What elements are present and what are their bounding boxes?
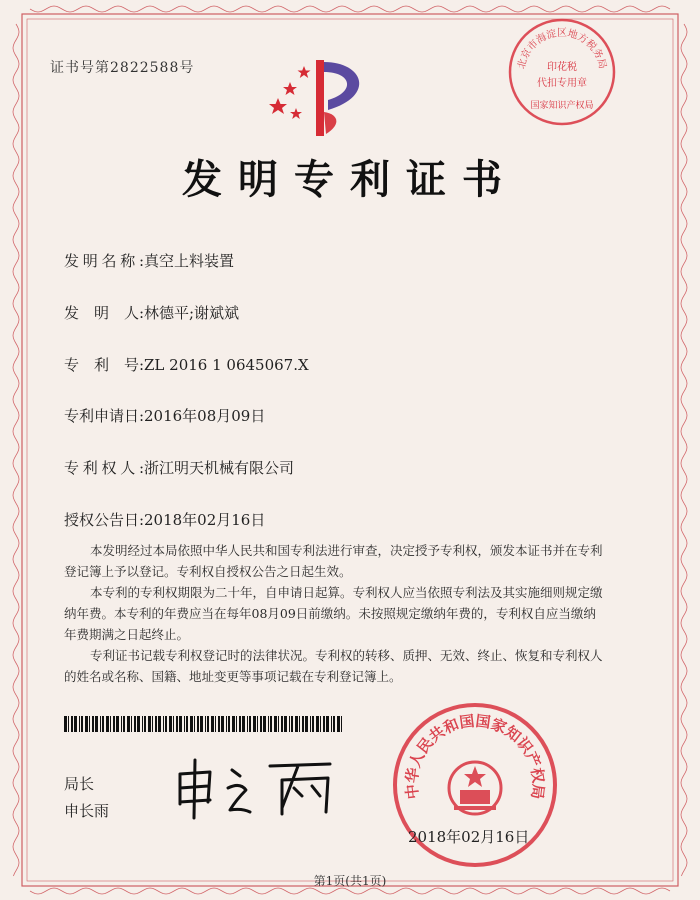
field-value: 浙江明天机械有限公司 [144, 459, 295, 477]
field-label: 专 利 号: [64, 356, 145, 374]
field-inventor [64, 302, 239, 323]
field-value: 2018年02月16日 [144, 511, 266, 529]
field-patent-number [64, 354, 309, 375]
paragraph-term: 本专利的专利权期限为二十年，自申请日起算。专利权人应当依照专利法及其实施细则规定缴纳年费。本专利的年费应当在每年08月09日前缴纳。未按照规定缴纳年费的，专利权自应当缴纳年费期满之日起终止。 [64, 585, 603, 642]
stamp-line3-text: 国家知识产权局 [530, 101, 594, 111]
paragraph-grant: 本发明经过本局依照中华人民共和国专利法进行审查，决定授予专利权，颁发本证书并在专利登记簿上予以登记。专利权自授权公告之日起生效。 [64, 543, 603, 579]
field-label: 授权公告日: [64, 511, 145, 529]
signer-title: 局长 [64, 775, 95, 793]
seal-arc-text: 中华人民共和国国家知识产权局 [402, 711, 548, 801]
field-grant-date [64, 509, 265, 530]
field-value: 2016年08月09日 [144, 407, 266, 425]
stamp-arc-text: 北京市海淀区地方税务局 [516, 28, 608, 71]
page-number: 第1页(共1页) [313, 874, 387, 888]
stamp-inner-text: 印花税 [547, 62, 577, 73]
cnipa-logo-icon [268, 52, 380, 142]
field-label: 发明名称: [64, 252, 144, 270]
field-patentee [64, 457, 294, 478]
seal-date: 2018年02月16日 [408, 828, 530, 846]
field-label: 专利申请日: [64, 407, 145, 425]
field-value: 真空上料装置 [144, 252, 235, 270]
field-label: 发 明 人: [64, 304, 145, 322]
barcode-icon [64, 716, 346, 732]
certificate-number: 证书号第2822588号 [50, 60, 195, 76]
page-title: 发明专利证书 [182, 156, 518, 203]
tax-stamp-icon [502, 12, 622, 132]
stamp-line2-text: 代扣专用章 [537, 78, 587, 89]
signer-name: 申长雨 [64, 802, 110, 820]
field-value: 林德平;谢斌斌 [144, 304, 240, 322]
signature-icon [170, 752, 345, 822]
body-text [64, 540, 604, 687]
paragraph-legal-status: 专利证书记载专利权登记时的法律状况。专利权的转移、质押、无效、终止、恢复和专利权人的姓名或名称、国籍、地址变更等事项记载在专利登记簿上。 [64, 648, 603, 684]
field-label: 专利权人: [64, 459, 144, 477]
field-invention-name [64, 250, 234, 271]
field-value: ZL 2016 1 0645067.X [144, 356, 309, 374]
field-application-date [64, 405, 265, 426]
